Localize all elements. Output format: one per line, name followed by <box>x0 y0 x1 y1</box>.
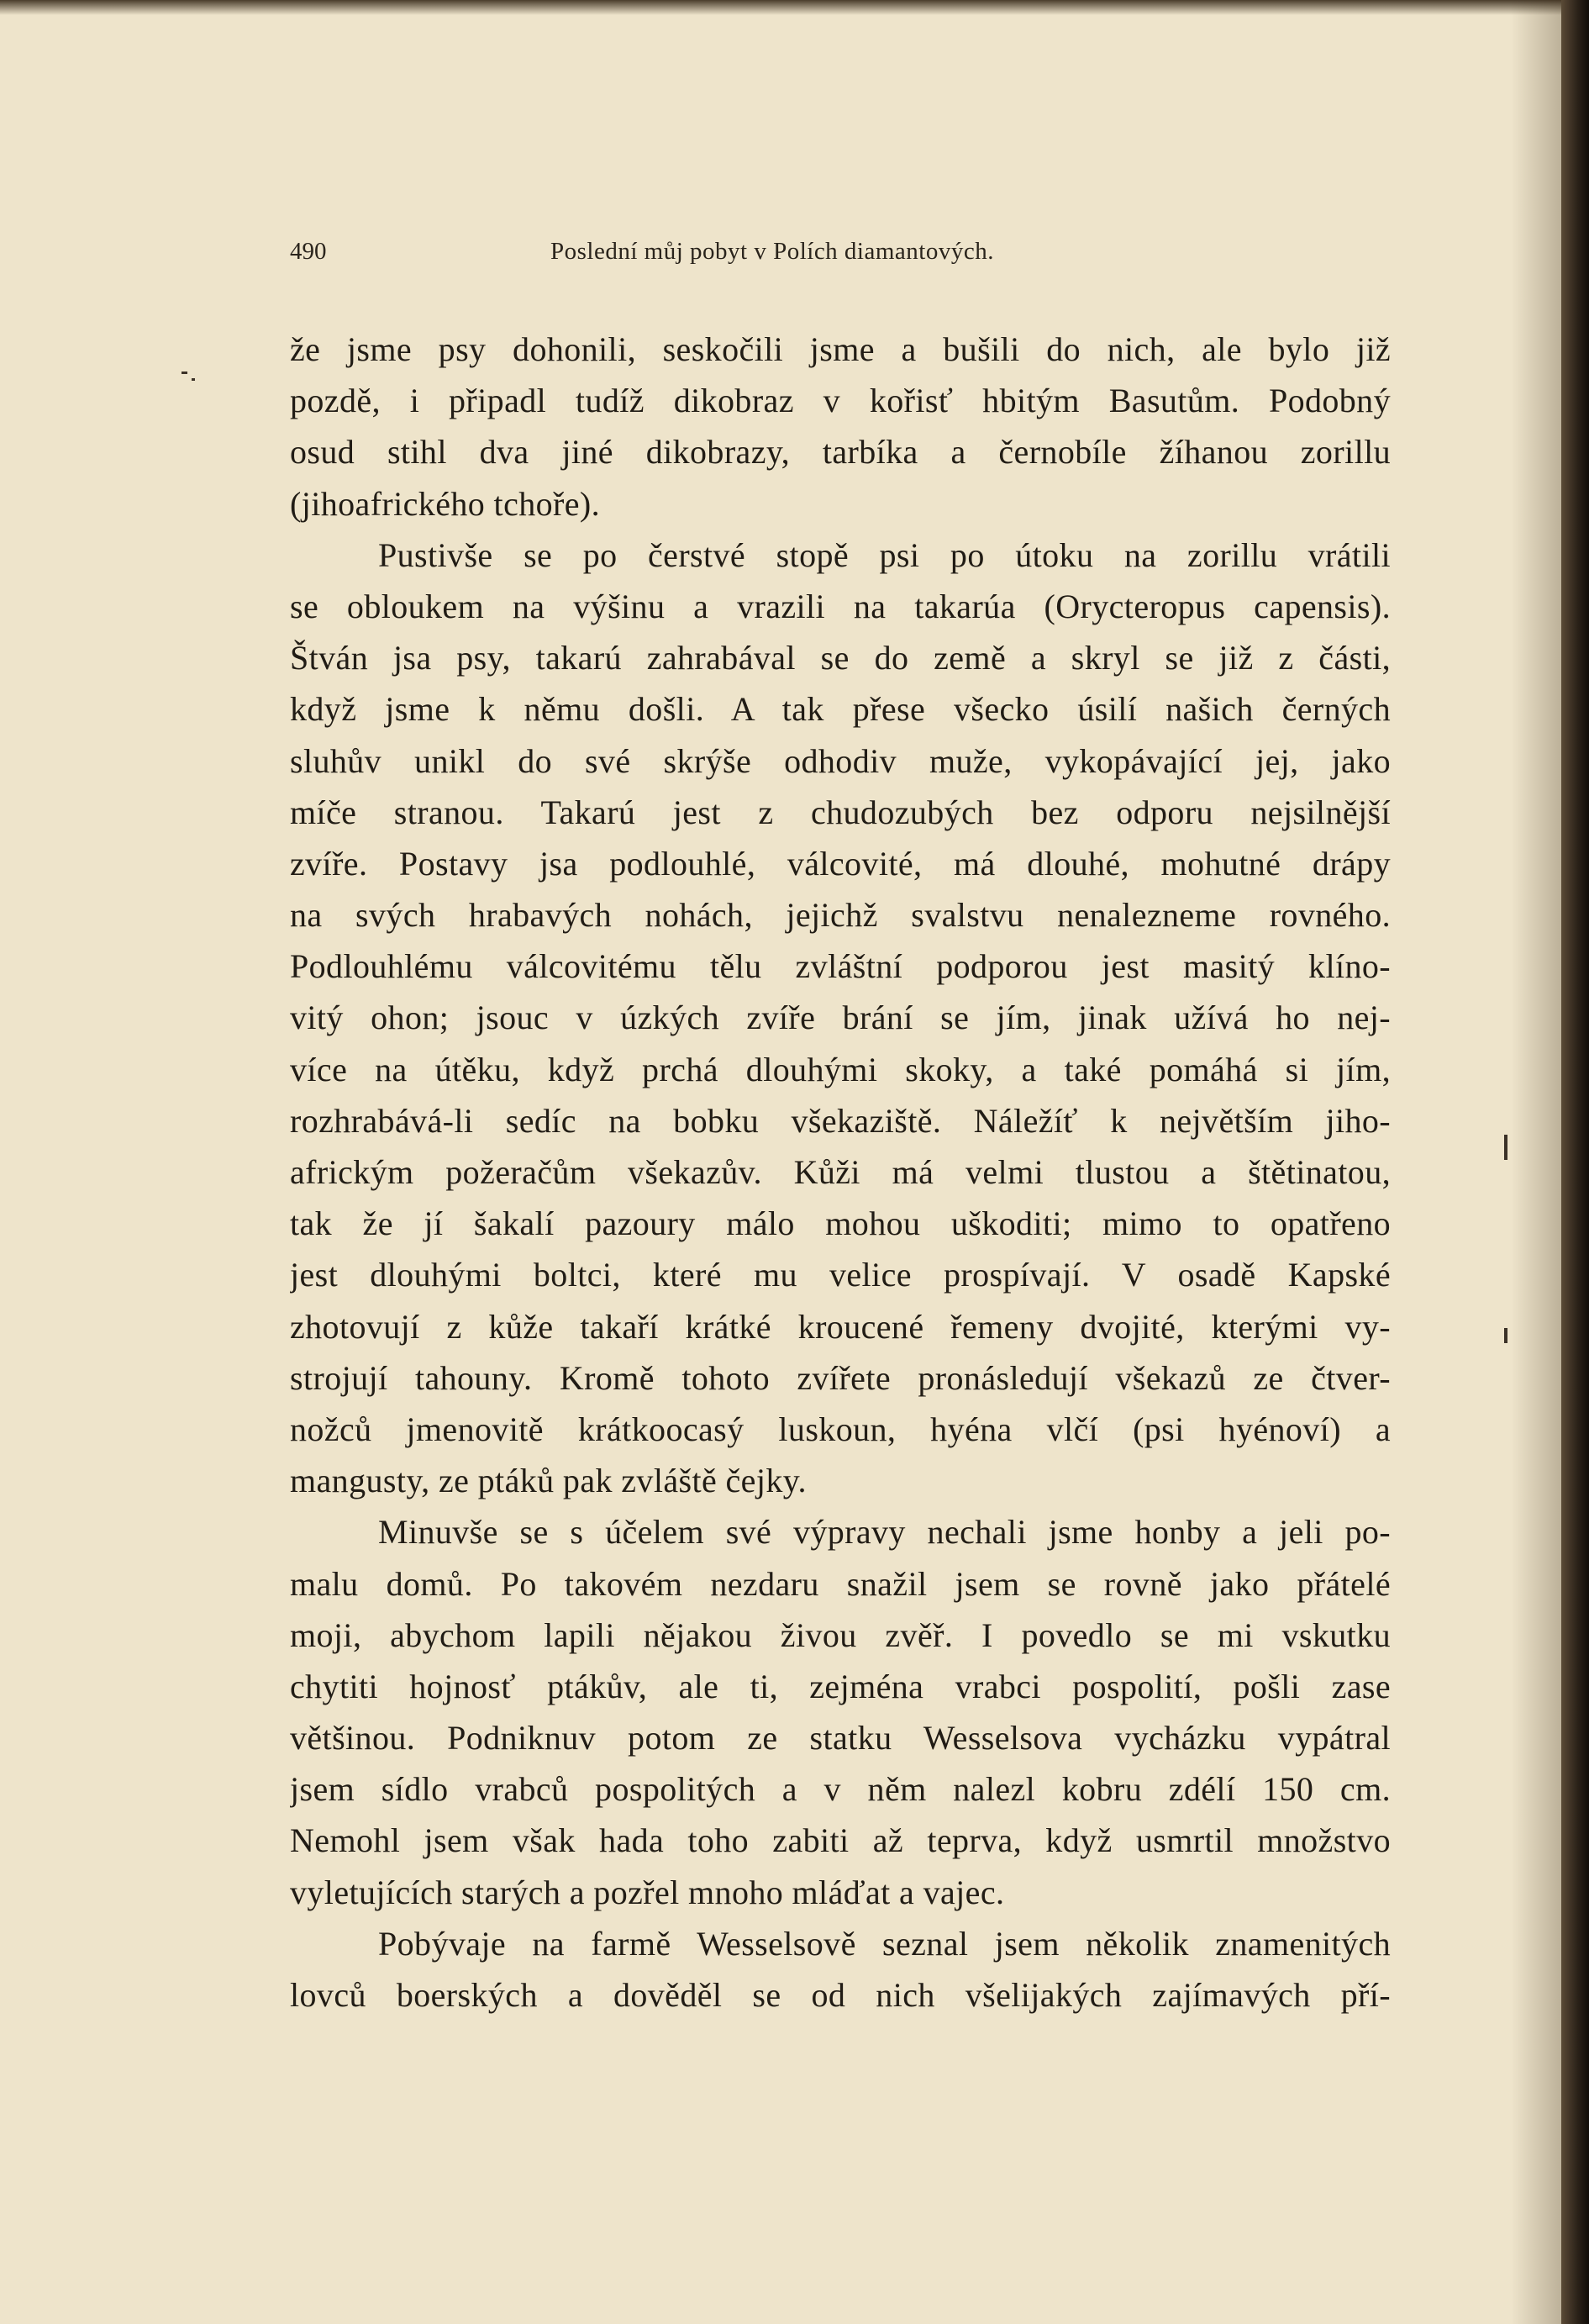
page-number: 490 <box>290 238 327 265</box>
text-line: Minuvše se s účelem své výpravy nechali jsme honby a jeli po- <box>378 1513 1391 1552</box>
text-line: lovců boerských a dověděl se od nich všelijakých zajímavých pří- <box>290 1976 1391 2014</box>
text-line: strojují tahouny. Kromě tohoto zvířete pronásledují všekazů ze čtver- <box>290 1358 1391 1397</box>
text-line: osud stihl dva jiné dikobrazy, tarbíka a černobíle žíhanou zorillu <box>290 433 1391 472</box>
text-line: rozhrabává-li sedíc na bobku všekaziště. Náležíť k největším jiho- <box>290 1101 1391 1140</box>
text-line: moji, abychom lapili nějakou živou zvěř. I povedlo se mi vskutku <box>290 1615 1391 1654</box>
running-head <box>290 238 1395 271</box>
text-line: tak že jí šakalí pazoury málo mohou uškoditi; mimo to opatřeno <box>290 1204 1391 1243</box>
book-spine <box>1561 0 1589 2324</box>
text-line: Pustivše se po čerstvé stopě psi po útoku na zorillu vrátili <box>378 535 1391 574</box>
margin-speck <box>192 378 195 381</box>
text-line: Nemohl jsem však hada toho zabiti až teprva, když usmrtil množstvo <box>290 1821 1391 1860</box>
text-line: nožců jmenovitě krátkoocasý luskoun, hyéna vlčí (psi hyénoví) a <box>290 1410 1391 1448</box>
text-line: chytiti hojnosť ptákův, ale ti, zejména vrabci pospolití, pošli zase <box>290 1667 1391 1705</box>
text-line: sluhův unikl do své skrýše odhodiv muže, vykopávající jej, jako <box>290 741 1391 780</box>
text-line: jest dlouhými boltci, které mu velice prospívají. V osadě Kapské <box>290 1256 1391 1294</box>
text-line: zvíře. Postavy jsa podlouhlé, válcovité, má dlouhé, mohutné drápy <box>290 844 1391 883</box>
text-line: že jsme psy dohonili, seskočili jsme a bušili do nich, ale bylo již <box>290 330 1391 368</box>
text-line: Štván jsa psy, takarú zahrabával se do země a skryl se již z části, <box>290 639 1391 677</box>
margin-speck <box>182 372 187 374</box>
margin-speck <box>1504 1328 1507 1343</box>
text-line: se obloukem na výšinu a vrazili na takarúa (Orycteropus capensis). <box>290 587 1391 625</box>
body-text <box>290 324 1391 2021</box>
text-line: vitý ohon; jsouc v úzkých zvíře brání se jím, jinak užívá ho nej- <box>290 999 1391 1037</box>
text-line: vyletujících starých a pozřel mnoho mláďat a vajec. <box>290 1873 1005 1911</box>
text-line: africkým požeračům všekazův. Kůži má velmi tlustou a štětinatou, <box>290 1153 1391 1191</box>
text-line: pozdě, i připadl tudíž dikobraz v kořisť hbitým Basutům. Podobný <box>290 382 1391 420</box>
text-line: více na útěku, když prchá dlouhými skoky, a také pomáhá si jím, <box>290 1050 1391 1088</box>
text-line: Pobývaje na farmě Wesselsově seznal jsem několik znamenitých <box>378 1924 1391 1963</box>
text-line: většinou. Podniknuv potom ze statku Wesselsova vycházku vypátral <box>290 1719 1391 1757</box>
text-line: míče stranou. Takarú jest z chudozubých bez odporu nejsilnější <box>290 793 1391 831</box>
text-line: na svých hrabavých nohách, jejichž svalstvu nenalezneme rovného. <box>290 896 1391 935</box>
text-line: Podlouhlému válcovitému tělu zvláštní podporou jest masitý klíno- <box>290 947 1391 986</box>
text-line: (jihoafrického tchoře). <box>290 484 601 523</box>
page-edge-shadow <box>1511 0 1561 2324</box>
text-line: když jsme k němu došli. A tak přese všecko úsilí našich černých <box>290 690 1391 729</box>
text-line: mangusty, ze ptáků pak zvláště čejky. <box>290 1462 807 1500</box>
text-line: jsem sídlo vrabců pospolitých a v něm nalezl kobru zdélí 150 cm. <box>290 1770 1391 1809</box>
text-line: malu domů. Po takovém nezdaru snažil jsem se rovně jako přátelé <box>290 1564 1391 1603</box>
margin-speck <box>1504 1135 1507 1160</box>
running-title: Poslední můj pobyt v Polích diamantových. <box>550 238 994 265</box>
text-line: zhotovují z kůže takaří krátké kroucené řemeny dvojité, kterými vy- <box>290 1307 1391 1346</box>
